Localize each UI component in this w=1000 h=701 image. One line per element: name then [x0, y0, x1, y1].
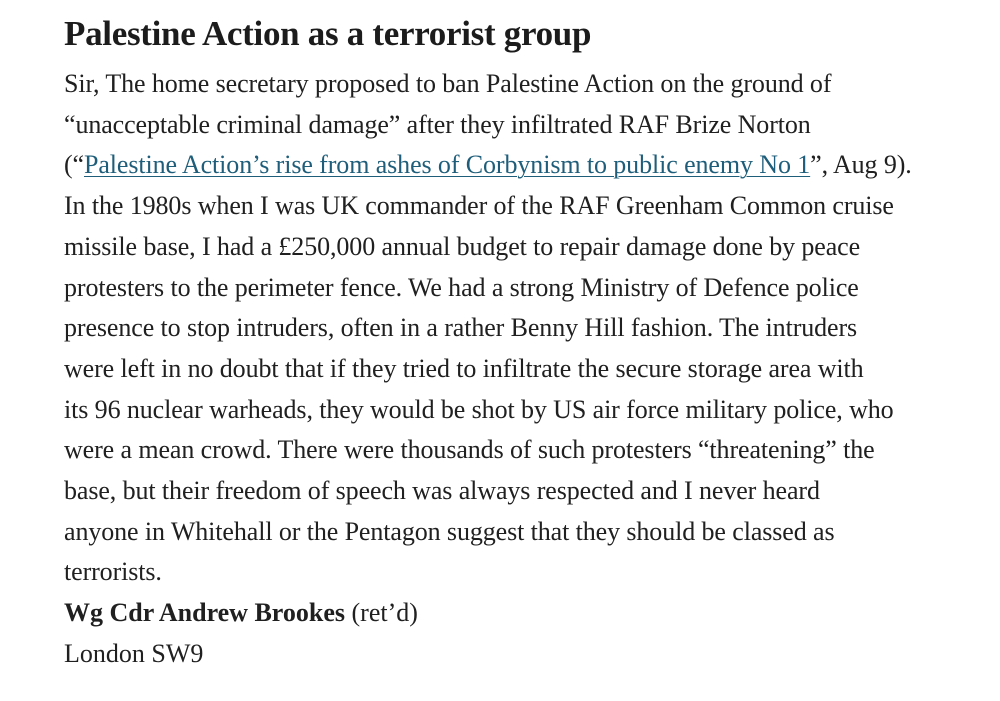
signature-name: Wg Cdr Andrew Brookes [64, 598, 345, 628]
signature-suffix: (ret’d) [345, 598, 418, 628]
signature-location: London SW9 [64, 638, 204, 668]
body-line: protesters to the perimeter fence. We had a strong Ministry of Defence police [64, 272, 859, 302]
body-line: its 96 nuclear warheads, they would be shot by US air force military police, who [64, 394, 894, 424]
article-link[interactable]: Palestine Action’s rise from ashes of Corbynism to public enemy No 1 [84, 150, 811, 180]
body-line: base, but their freedom of speech was always respected and I never heard [64, 476, 820, 506]
link-prefix: (“ [64, 150, 84, 180]
body-line: missile base, I had a £250,000 annual budget to repair damage done by peace [64, 231, 861, 261]
body-line: were a mean crowd. There were thousands of such protesters “threatening” the [64, 435, 875, 465]
body-line: Sir, The home secretary proposed to ban Palestine Action on the ground of [64, 69, 832, 98]
body-line: In the 1980s when I was UK commander of the RAF Greenham Common cruise [64, 191, 894, 221]
letter-body [64, 64, 964, 593]
signature [64, 593, 964, 634]
body-line: presence to stop intruders, often in a rather Benny Hill fashion. The intruders [64, 313, 858, 343]
body-line: terrorists. [64, 557, 162, 587]
body-line: “unacceptable criminal damage” after they infiltrated RAF Brize Norton [64, 109, 811, 139]
letter [64, 10, 964, 675]
link-suffix: ”, Aug 9). [810, 150, 912, 180]
body-line: anyone in Whitehall or the Pentagon suggest that they should be classed as [64, 516, 835, 546]
body-line: were left in no doubt that if they tried to infiltrate the secure storage area with [64, 353, 864, 383]
letter-title: Palestine Action as a terrorist group [64, 14, 592, 53]
body-line-with-link [64, 145, 964, 186]
